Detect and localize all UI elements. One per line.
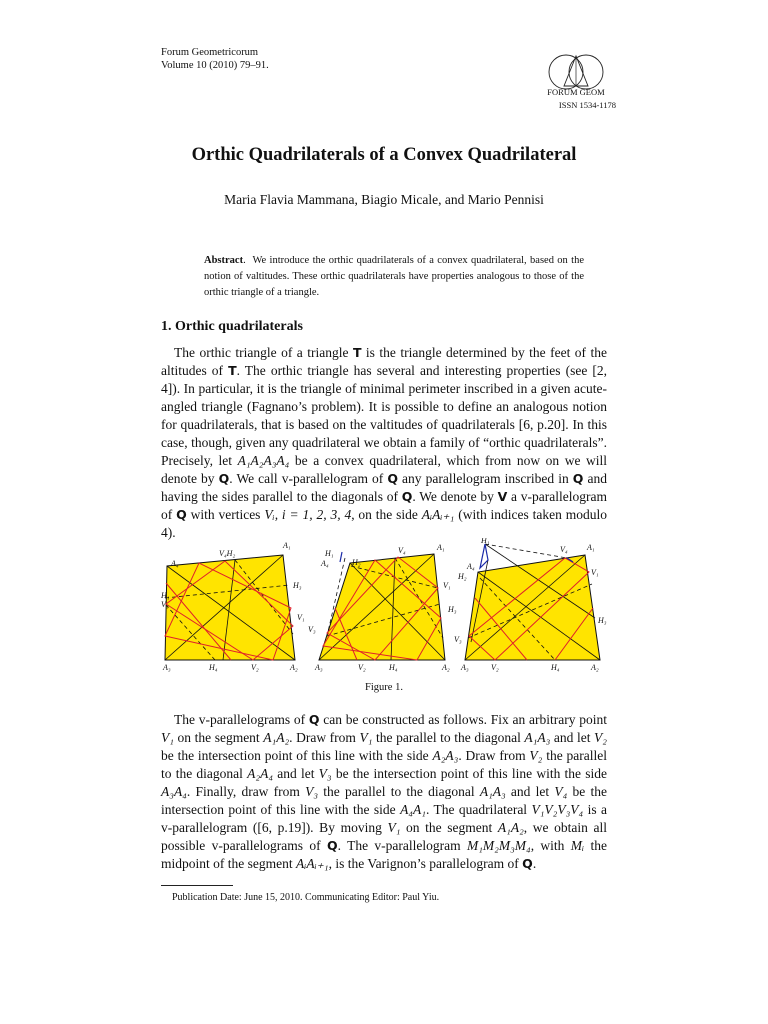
label-v3: V₃ — [161, 600, 169, 609]
journal-name: Forum Geometricorum — [161, 47, 259, 58]
label-v3-p3: V₃ — [454, 635, 462, 644]
label-a1-p2: A₁ — [437, 543, 445, 552]
label-v2-p2: V₂ — [358, 663, 366, 672]
label-a1-p3: A₁ — [587, 543, 595, 552]
label-h4-p2: H₄ — [389, 663, 398, 672]
figure-caption: Figure 1. — [365, 682, 403, 693]
publication-footnote: Publication Date: June 15, 2010. Communicating Editor: Paul Yiu. — [172, 892, 440, 903]
paper-title: Orthic Quadrilaterals of a Convex Quadrilateral — [191, 145, 577, 165]
label-v4-p2: V₄ — [398, 546, 406, 555]
abstract: Abstract. We introduce the orthic quadrilaterals of a convex quadrilateral, based on the notion of valtitudes. These orthic quadrilaterals have properties analogous to those of the orthic triangle of a triangle. — [204, 255, 585, 298]
footnote-rule — [161, 885, 233, 886]
label-a2-p3: A₂ — [591, 663, 599, 672]
label-v1-p2: V₁ — [443, 581, 451, 590]
paragraph-1: The orthic triangle of a triangle T is the triangle determined by the feet of the altitudes of T. The orthic triangle has several and interesting properties (see [2, 4]). In particular, it is the triangle of minimal perimeter inscribed in a given acute-angled triangle (Fagnano’s problem). It is possible to define an analogous notion for quadrilaterals, that is based on the valtitudes of quadrilaterals [6, p.20]. In this case, though, given any quadrilateral we obtain a family of “orthic quadrilaterals”. Precisely, let A₁A₂A₃A₄ be a convex quadrilateral, which from now on we will denote by Q. We call v-parallelogram of Q any parallelogram inscribed in Q and having the sides parallel to the diagonals of Q. We denote by V a v-parallelogram of Q with vertices Vᵢ, i = 1, 2, 3, 4, on the side AᵢAᵢ₊₁ (with indices taken modulo 4). — [161, 345, 608, 540]
label-a3-p2: A₃ — [315, 663, 323, 672]
label-h3-p2: H₃ — [448, 605, 457, 614]
label-h2-p3: H₂ — [458, 572, 467, 581]
label-h3-p3: H₃ — [598, 616, 607, 625]
label-h4: H₄ — [209, 663, 218, 672]
section-heading: 1. Orthic quadrilaterals — [161, 319, 303, 334]
label-a4-p2: A₄ — [321, 559, 329, 568]
label-h2-p2: H₂ — [352, 558, 361, 567]
label-h1: H₁ — [161, 591, 170, 600]
label-v1: V₁ — [297, 613, 305, 622]
authors: Maria Flavia Mammana, Biagio Micale, and Mario Pennisi — [224, 192, 544, 207]
label-h1-p3: H₁ — [481, 538, 490, 545]
figure-panel-1 — [160, 541, 305, 672]
abstract-label: Abstract — [204, 255, 244, 266]
journal-volume: Volume 10 (2010) 79–91. — [161, 60, 269, 71]
label-a2: A₂ — [290, 663, 298, 672]
figure-panel-3 — [454, 538, 607, 672]
label-a4: A₄ — [171, 559, 179, 568]
journal-header — [161, 46, 269, 72]
label-v3-p2: V₃ — [308, 625, 316, 634]
label-h1-p2: H₁ — [325, 549, 334, 558]
label-v4-p3: V₄ — [560, 545, 568, 554]
paragraph-2: The v-parallelograms of Q can be constructed as follows. Fix an arbitrary point V₁ on the segment A₁A₂. Draw from V₁ the parallel to the diagonal A₁A₃ and let V₂ be the intersection point of this line with the side A₂A₃. Draw from V₂ the parallel to the diagonal A₂A₄ and let V₃ be the intersection point of this line with the side A₃A₄. Finally, draw from V₃ the parallel to the diagonal A₁A₃ and let V₄ be the intersection point of this line with the side A₄A₁. The quadrilateral V₁V₂V₃V₄ is a v-parallelogram ([6, p.19]). By moving V₁ on the segment A₁A₂, we obtain all possible v-parallelograms of Q. The v-parallelogram M₁M₂M₃M₄, with Mᵢ the midpoint of the segment AᵢAᵢ₊₁, is the Varignon’s parallelogram of Q. — [161, 712, 608, 871]
abstract-text: We introduce the orthic quadrilaterals of a convex quadrilateral, based on the notion of valtitudes. These orthic quadrilaterals have properties analogous to those of the orthic triangle of a triangle. — [204, 255, 585, 298]
figure-panel-2 — [308, 543, 457, 672]
label-a4-p3: A₄ — [467, 562, 475, 571]
label-v2-p3: V₂ — [491, 663, 499, 672]
label-a2-p2: A₂ — [442, 663, 450, 672]
label-h3: H₃ — [293, 581, 302, 590]
issn: ISSN 1534-1178 — [558, 100, 616, 110]
label-v2: V₂ — [251, 663, 259, 672]
label-v4h2: V₄H₂ — [219, 549, 236, 558]
label-h4-p3: H₄ — [551, 663, 560, 672]
label-a1: A₁ — [283, 541, 291, 550]
figure-1 — [155, 538, 615, 676]
label-v1-p3: V₁ — [591, 568, 599, 577]
logo-text: FORUM GEOM — [547, 87, 605, 97]
label-a3-p3: A₃ — [461, 663, 469, 672]
label-a3: A₃ — [163, 663, 171, 672]
quadrilateral-q-panel-1 — [165, 555, 295, 660]
